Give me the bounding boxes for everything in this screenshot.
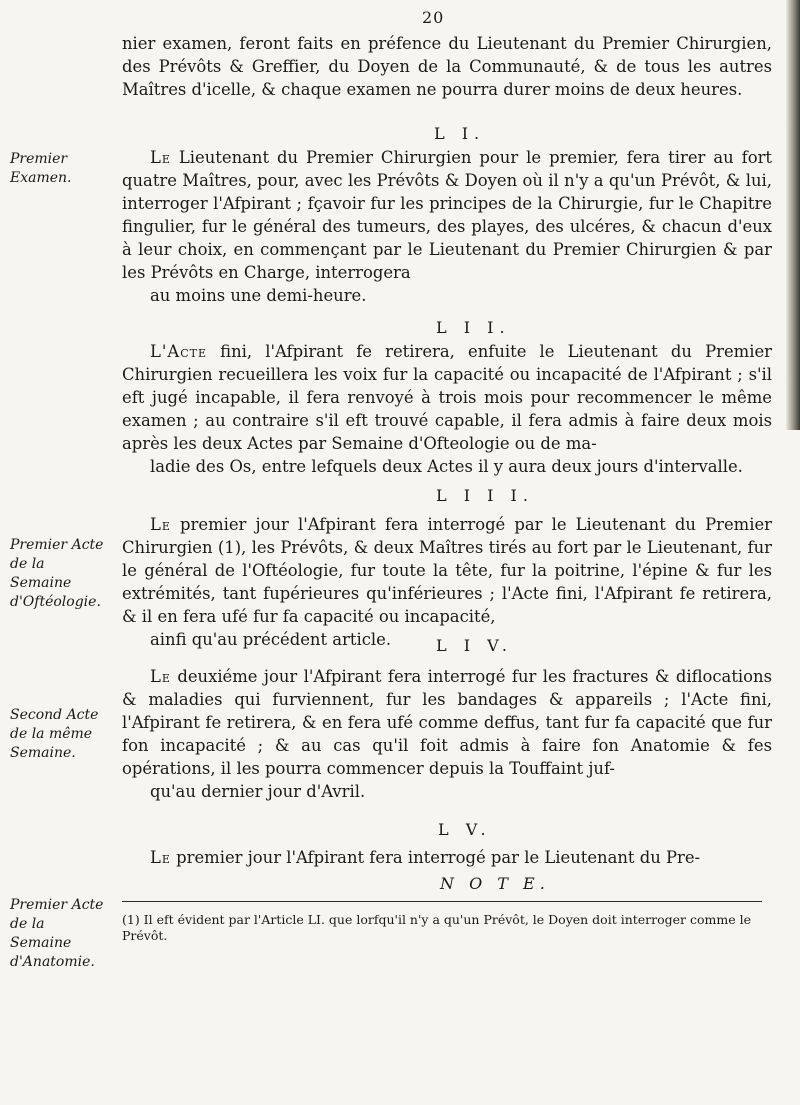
article-54-lead: Le	[150, 667, 171, 686]
footnote: (1) Il eft évident par l'Article LI. que lorfqu'il n'y a qu'un Prévôt, le Doyen doit interroger comme le Prévôt.	[122, 912, 751, 943]
page-number: 20	[422, 8, 445, 27]
article-55-lead: Le	[150, 848, 171, 867]
article-55-paragraph	[122, 846, 772, 869]
article-53-paragraph	[122, 513, 772, 651]
article-52-last-line: ladie des Os, entre lefquels deux Actes il y aura deux jours d'intervalle.	[150, 457, 743, 476]
margin-note-premier-acte-osteologie: Premier Acte de la Semaine d'Oftéologie.	[10, 537, 104, 610]
article-number-51: L I.	[434, 124, 486, 143]
continuation-text: nier examen, feront faits en préfence du Lieutenant du Premier Chirurgien, des Prévôts & Greffier, du Doyen de la Communauté, & de tous les autres Maîtres d'icelle, & chaque examen ne pourra durer moins de deux heures.	[122, 34, 772, 99]
article-52-lead: L'Acte	[150, 342, 208, 361]
article-51-text: Lieutenant du Premier Chirurgien pour le premier, fera tirer au fort quatre Maîtres, pour, avec les Prévôts & Doyen où il n'y a qu'un Prévôt, & lui, interroger l'Afpirant ; fçavoir fur les principes de la Chirurgie, fur le Chapitre fingulier, fur le général des tumeurs, des playes, des ulcéres, & chacun d'eux à leur choix, en commençant par le Lieutenant du Premier Chirurgien & par les Prévôts en Charge, interrogera	[122, 148, 772, 282]
footnote-rule	[122, 901, 762, 902]
article-54-text: deuxiéme jour l'Afpirant fera interrogé fur les fractures & diflocations & maladies qui furviennent, fur les bandages & appareils ; l'Acte fini, l'Afpirant fe retirera, & en fera ufé comme deffus, tant fur fa capacité que fur fon incapacité ; & au cas qu'il foit admis à faire fon Anatomie & fes opérations, il les pourra commencer depuis la Touffaint juf-	[122, 667, 772, 778]
article-54-last-line: qu'au dernier jour d'Avril.	[150, 782, 366, 801]
margin-note-premier-acte-anatomie: Premier Acte de la Semaine d'Anatomie.	[10, 897, 104, 970]
article-51-last-line: au moins une demi-heure.	[150, 286, 367, 305]
article-53-last-line: ainfi qu'au précédent article.	[150, 630, 392, 649]
margin-note-second-acte: Second Acte de la même Semaine.	[10, 707, 99, 761]
note-heading: N O T E.	[440, 874, 550, 893]
article-number-52: L I I.	[436, 318, 511, 337]
article-55-text: premier jour l'Afpirant fera interrogé par le Lieutenant du Pre-	[170, 848, 701, 867]
article-number-53: L I I I.	[436, 486, 534, 505]
article-52-text: fini, l'Afpirant fe retirera, enfuite le Lieutenant du Premier Chirurgien recueillera les voix fur la capacité ou incapacité de l'Afpirant ; s'il eft jugé incapable, il fera renvoyé à trois mois pour recommencer le même examen ; au contraire s'il eft trouvé capable, il fera admis à faire deux mois après les deux Actes par Semaine d'Ofteologie ou de ma-	[122, 342, 772, 453]
article-number-55: L V.	[438, 820, 492, 839]
page-edge-shadow	[786, 0, 800, 430]
margin-note-premier-examen: Premier Examen.	[10, 151, 72, 186]
article-number-54: L I V.	[436, 636, 513, 655]
article-54-paragraph	[122, 665, 772, 803]
article-51-paragraph	[122, 146, 772, 307]
article-53-lead: Le	[150, 515, 171, 534]
article-51-lead: Le	[150, 148, 171, 167]
continuation-paragraph	[122, 32, 772, 101]
article-52-paragraph	[122, 340, 772, 478]
article-53-text: premier jour l'Afpirant fera interrogé par le Lieutenant du Premier Chirurgien (1), les Prévôts, & deux Maîtres tirés au fort par le Lieutenant, fur le général de l'Oftéologie, fur toute la tête, fur la poitrine, l'épine & fur les extrémités, tant fupérieures qu'inférieures ; l'Acte fini, l'Afpirant fe retirera, & il en fera ufé fur fa capacité ou incapacité,	[122, 515, 772, 626]
